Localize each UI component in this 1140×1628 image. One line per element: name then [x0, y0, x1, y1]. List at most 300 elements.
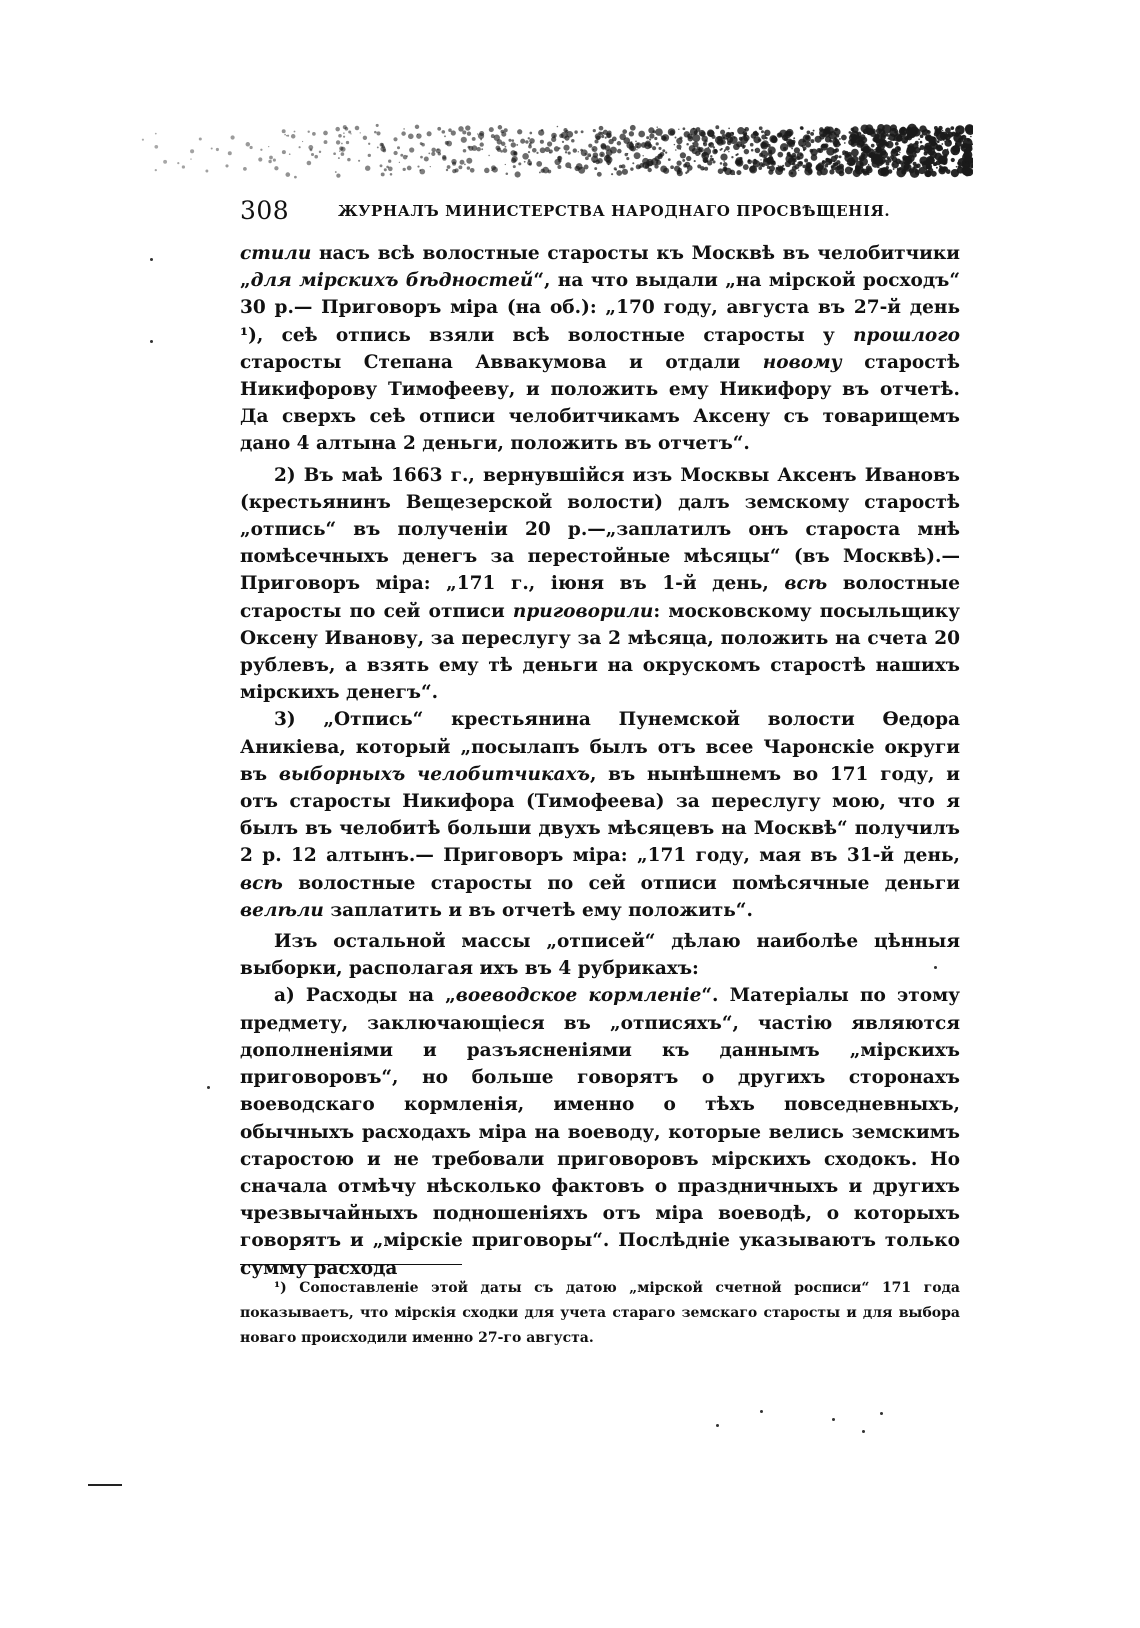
smudge-speck — [629, 131, 634, 136]
smudge-speck — [622, 169, 628, 175]
smudge-speck — [505, 164, 506, 165]
smudge-speck — [340, 147, 345, 152]
smudge-speck — [591, 146, 597, 152]
smudge-speck — [851, 128, 855, 132]
smudge-speck — [829, 140, 832, 143]
smudge-speck — [506, 172, 509, 175]
smudge-speck — [528, 137, 530, 139]
smudge-speck — [782, 168, 785, 171]
smudge-speck — [282, 150, 286, 154]
smudge-speck — [737, 153, 739, 155]
smudge-speck — [606, 132, 612, 138]
smudge-speck — [312, 132, 316, 136]
smudge-speck — [484, 168, 489, 173]
smudge-speck — [530, 142, 531, 143]
smudge-speck — [851, 137, 857, 143]
smudge-speck — [676, 144, 681, 149]
smudge-speck — [447, 165, 451, 169]
smudge-speck — [287, 135, 289, 137]
smudge-speck — [636, 149, 637, 150]
smudge-speck — [205, 170, 208, 173]
scan-speck — [862, 1430, 865, 1433]
smudge-speck — [348, 131, 351, 134]
smudge-speck — [656, 126, 657, 127]
smudge-speck — [571, 139, 575, 143]
smudge-speck — [642, 155, 643, 156]
smudge-speck — [511, 158, 516, 163]
smudge-speck — [744, 149, 749, 154]
smudge-speck — [819, 134, 825, 140]
smudge-speck — [761, 130, 764, 133]
paragraph-1-italic-a: стили — [240, 243, 312, 264]
smudge-speck — [952, 145, 960, 153]
smudge-speck — [399, 162, 400, 163]
smudge-speck — [629, 146, 634, 151]
smudge-speck — [445, 141, 449, 145]
smudge-speck — [600, 132, 603, 135]
smudge-speck — [308, 145, 313, 150]
smudge-speck — [783, 147, 786, 150]
smudge-speck — [654, 137, 657, 140]
smudge-speck — [861, 148, 864, 151]
smudge-speck — [944, 133, 951, 140]
smudge-speck — [720, 153, 727, 160]
smudge-speck — [463, 149, 467, 153]
smudge-speck — [380, 164, 383, 167]
smudge-speck — [419, 169, 425, 175]
smudge-speck — [525, 140, 528, 143]
smudge-speck — [573, 148, 577, 152]
smudge-speck — [269, 156, 273, 160]
scan-speck — [934, 966, 937, 969]
smudge-speck — [608, 139, 613, 144]
smudge-speck — [951, 158, 955, 162]
smudge-speck — [407, 166, 412, 171]
smudge-speck — [565, 162, 571, 168]
paragraph-2-italic-a: всѣ — [784, 573, 828, 595]
smudge-speck — [856, 167, 860, 171]
smudge-speck — [511, 142, 516, 147]
smudge-speck — [906, 134, 911, 139]
smudge-speck — [225, 164, 228, 167]
smudge-speck — [260, 149, 262, 151]
smudge-speck — [652, 146, 656, 150]
smudge-speck — [658, 147, 661, 150]
smudge-speck — [513, 151, 517, 155]
smudge-speck — [626, 157, 629, 160]
smudge-speck — [451, 159, 456, 164]
smudge-speck — [887, 156, 890, 159]
smudge-speck — [810, 139, 814, 143]
smudge-speck — [759, 126, 763, 130]
smudge-speck — [736, 141, 742, 147]
smudge-speck — [963, 138, 973, 148]
paragraph-1-text-c: “, на что выдали „на мірской росходъ“ 30 р.— Приговоръ міра (на об.): „170 году, августа въ 27-й день ¹), сеѣ отпись взяли всѣ волостные старосты у — [240, 270, 960, 346]
smudge-speck — [338, 134, 342, 138]
smudge-speck — [163, 160, 167, 164]
smudge-speck — [768, 146, 776, 154]
smudge-speck — [424, 157, 429, 162]
smudge-speck — [274, 166, 278, 170]
smudge-speck — [588, 144, 592, 148]
smudge-speck — [933, 162, 937, 166]
smudge-speck — [777, 132, 782, 137]
smudge-speck — [708, 147, 710, 149]
smudge-speck — [335, 127, 340, 132]
smudge-speck — [868, 164, 869, 165]
smudge-speck — [528, 151, 530, 153]
smudge-speck — [944, 154, 947, 157]
smudge-speck — [790, 172, 793, 175]
scan-speck — [832, 1418, 835, 1421]
smudge-speck — [580, 149, 583, 152]
paragraph-3-italic-a: выборныхъ челобитчикахъ — [278, 763, 590, 785]
paragraph-5 — [240, 982, 960, 1281]
smudge-speck — [516, 144, 518, 146]
smudge-speck — [834, 155, 838, 159]
smudge-speck — [343, 132, 345, 134]
smudge-speck — [477, 133, 478, 134]
paragraph-2 — [240, 462, 960, 707]
smudge-speck — [529, 138, 535, 144]
smudge-speck — [430, 166, 431, 167]
paragraph-4-text-a: Изъ остальной массы „отписей“ дѣлаю наиболѣе цѣнныя выборки, располагая ихъ въ 4 рубрикахъ: — [240, 931, 960, 980]
smudge-speck — [345, 127, 349, 131]
smudge-speck — [826, 147, 835, 156]
smudge-speck — [376, 124, 379, 127]
smudge-speck — [877, 167, 879, 169]
smudge-speck — [848, 162, 852, 166]
smudge-speck — [913, 147, 916, 150]
smudge-speck — [702, 152, 707, 157]
paragraph-5-text-b: “. Матеріалы по этому предмету, заключающіеся въ „отписяхъ“, частію являются дополненіями и разъясненіями къ даннымъ „мірскихъ приговоровъ“, но больше говорятъ о другихъ сторонахъ воеводскаго кормленія, именно о тѣхъ повседневныхъ, обычныхъ расходахъ міра на воеводу, которые велись земскимъ старостою и не требовали приговоровъ мірскихъ сходокъ. Но сначала отмѣчу нѣсколько фактовъ о праздничныхъ и другихъ чрезвычайныхъ подношеніяхъ отъ міра воеводѣ, о которыхъ говорятъ и „мірскіе приговоры“. Послѣдніе указываютъ только сумму расхода — [240, 985, 960, 1279]
smudge-speck — [919, 148, 921, 150]
smudge-speck — [268, 160, 271, 163]
smudge-speck — [478, 133, 484, 139]
smudge-speck — [522, 153, 529, 160]
smudge-speck — [786, 138, 792, 144]
smudge-speck — [452, 169, 456, 173]
smudge-speck — [381, 143, 384, 146]
margin-dash — [88, 1484, 122, 1486]
smudge-speck — [828, 131, 836, 139]
scan-smudge — [118, 120, 973, 182]
smudge-speck — [635, 142, 641, 148]
paragraph-1-text-e: старостѣ Никифорову Тимофееву, и положить ему Никифору въ отчетѣ. Да сверхъ сеѣ отписи челобитчикамъ Аксену съ товарищемъ дано 4 алтына 2 деньги, положить въ отчетъ“. — [240, 351, 960, 455]
smudge-speck — [652, 130, 655, 133]
smudge-speck — [538, 130, 544, 136]
smudge-speck — [381, 172, 385, 176]
smudge-speck — [593, 129, 596, 132]
smudge-speck — [336, 173, 340, 177]
smudge-speck — [685, 172, 687, 174]
smudge-speck — [611, 173, 613, 175]
smudge-speck — [794, 164, 799, 169]
smudge-speck — [554, 146, 559, 151]
smudge-speck — [228, 151, 232, 155]
smudge-speck — [584, 165, 589, 170]
smudge-speck — [594, 167, 597, 170]
scan-speck — [880, 1412, 883, 1415]
smudge-speck — [498, 125, 503, 130]
smudge-speck — [368, 154, 371, 157]
smudge-speck — [211, 147, 213, 149]
smudge-speck — [700, 166, 704, 170]
smudge-speck — [896, 153, 899, 156]
smudge-speck — [314, 155, 318, 159]
smudge-speck — [727, 141, 732, 146]
smudge-speck — [833, 160, 835, 162]
smudge-speck — [970, 136, 972, 138]
smudge-speck — [417, 134, 418, 135]
smudge-speck — [760, 159, 761, 160]
smudge-speck — [401, 131, 405, 135]
smudge-speck — [712, 160, 715, 163]
smudge-speck — [341, 152, 345, 156]
smudge-speck — [743, 164, 749, 170]
smudge-speck — [924, 170, 931, 177]
body-text — [240, 240, 960, 1282]
smudge-speck — [758, 166, 762, 170]
smudge-speck — [323, 131, 328, 136]
smudge-speck — [755, 148, 761, 154]
smudge-speck — [363, 136, 367, 140]
scan-speck — [150, 258, 153, 261]
smudge-speck — [335, 171, 337, 173]
smudge-speck — [924, 151, 928, 155]
smudge-speck — [847, 163, 848, 164]
smudge-speck — [518, 162, 521, 165]
smudge-speck — [936, 167, 938, 169]
smudge-speck — [839, 143, 841, 145]
smudge-speck — [724, 168, 731, 175]
smudge-speck — [649, 133, 654, 138]
smudge-speck — [684, 131, 690, 137]
smudge-speck — [736, 159, 744, 167]
smudge-speck — [460, 160, 465, 165]
smudge-speck — [847, 152, 852, 157]
smudge-speck — [822, 166, 824, 168]
smudge-speck — [817, 170, 823, 176]
smudge-speck — [704, 167, 708, 171]
smudge-speck — [835, 165, 844, 174]
smudge-speck — [524, 161, 526, 163]
smudge-speck — [231, 135, 235, 139]
smudge-speck — [800, 161, 803, 164]
smudge-speck — [682, 159, 685, 162]
smudge-speck — [431, 148, 436, 153]
smudge-speck — [909, 155, 912, 158]
smudge-speck — [824, 169, 826, 171]
smudge-speck — [675, 137, 677, 139]
smudge-speck — [368, 143, 370, 145]
smudge-speck — [835, 148, 839, 152]
smudge-speck — [599, 126, 604, 131]
smudge-speck — [895, 146, 901, 152]
smudge-speck — [804, 159, 808, 163]
smudge-speck — [268, 146, 269, 147]
smudge-speck — [824, 164, 828, 168]
smudge-speck — [380, 146, 385, 151]
smudge-speck — [639, 163, 644, 168]
scan-speck — [150, 340, 153, 343]
smudge-speck — [881, 132, 887, 138]
smudge-speck — [724, 161, 725, 162]
scan-speck — [207, 1086, 210, 1089]
smudge-speck — [513, 165, 516, 168]
smudge-speck — [678, 129, 679, 130]
smudge-speck — [377, 146, 379, 148]
smudge-speck — [302, 141, 303, 142]
smudge-speck — [708, 143, 711, 146]
smudge-speck — [692, 142, 693, 143]
paragraph-1-italic-d: новому — [762, 351, 842, 373]
smudge-speck — [532, 148, 537, 153]
smudge-speck — [918, 138, 920, 140]
smudge-speck — [563, 145, 569, 151]
smudge-speck — [665, 152, 667, 154]
paragraph-2-text-b: волостные старосты по сей отписи — [240, 573, 960, 622]
smudge-speck — [723, 162, 728, 167]
smudge-speck — [307, 161, 312, 166]
smudge-speck — [635, 141, 637, 143]
smudge-speck — [825, 158, 829, 162]
smudge-speck — [294, 131, 296, 133]
smudge-speck — [632, 162, 634, 164]
smudge-speck — [529, 132, 532, 135]
smudge-speck — [190, 158, 191, 159]
smudge-speck — [801, 145, 803, 147]
smudge-speck — [622, 129, 627, 134]
smudge-speck — [933, 148, 934, 149]
smudge-speck — [660, 166, 667, 173]
smudge-speck — [539, 171, 541, 173]
smudge-speck — [409, 147, 414, 152]
smudge-speck — [832, 138, 839, 145]
smudge-speck — [920, 141, 923, 144]
smudge-speck — [442, 130, 446, 134]
smudge-speck — [817, 162, 824, 169]
smudge-speck — [765, 137, 767, 139]
smudge-speck — [720, 130, 725, 135]
smudge-speck — [668, 158, 671, 161]
smudge-speck — [540, 147, 546, 153]
smudge-speck — [480, 142, 484, 146]
smudge-speck — [595, 160, 600, 165]
scan-speck — [716, 1424, 719, 1427]
smudge-speck — [614, 167, 617, 170]
smudge-speck — [736, 170, 741, 175]
smudge-speck — [849, 131, 852, 134]
smudge-speck — [470, 168, 475, 173]
smudge-speck — [944, 139, 952, 147]
smudge-speck — [715, 125, 719, 129]
smudge-speck — [565, 151, 567, 153]
smudge-speck — [698, 147, 703, 152]
smudge-speck — [446, 169, 448, 171]
smudge-speck — [467, 166, 470, 169]
smudge-speck — [841, 135, 847, 141]
smudge-speck — [557, 126, 559, 128]
smudge-speck — [777, 152, 783, 158]
smudge-speck — [803, 134, 811, 142]
smudge-speck — [851, 149, 859, 157]
smudge-speck — [945, 127, 951, 133]
smudge-speck — [319, 151, 321, 153]
paragraph-1 — [240, 240, 960, 458]
smudge-speck — [680, 152, 686, 158]
smudge-speck — [336, 140, 340, 144]
smudge-speck — [645, 164, 649, 168]
paragraph-1-italic-c: прошлого — [853, 324, 960, 346]
smudge-speck — [285, 172, 290, 177]
smudge-speck — [728, 128, 730, 130]
smudge-speck — [962, 153, 971, 162]
scan-speck — [760, 1410, 763, 1413]
smudge-speck — [872, 154, 881, 163]
smudge-speck — [686, 143, 689, 146]
smudge-speck — [557, 165, 561, 169]
smudge-speck — [581, 130, 584, 133]
smudge-speck — [834, 162, 838, 166]
page-number: 308 — [240, 196, 290, 225]
smudge-speck — [520, 139, 525, 144]
paragraph-3-text-b: , въ нынѣшнемъ во 171 году, и отъ старосты Никифора (Тимофеева) за переслугу мою, что я былъ въ челобитѣ больши двухъ мѣсяцевъ на Москвѣ“ получилъ 2 р. 12 алтынъ.— Приговоръ міра: „171 году, мая въ 31-й день, — [240, 763, 960, 867]
smudge-speck — [693, 141, 699, 147]
smudge-speck — [608, 164, 609, 165]
smudge-speck — [621, 164, 625, 168]
smudge-speck — [937, 140, 940, 143]
smudge-speck — [576, 163, 583, 170]
smudge-speck — [289, 153, 291, 155]
smudge-speck — [871, 144, 875, 148]
smudge-speck — [578, 151, 579, 152]
smudge-speck — [551, 137, 556, 142]
smudge-speck — [767, 157, 774, 164]
smudge-speck — [656, 160, 661, 165]
smudge-speck — [627, 153, 628, 154]
smudge-speck — [243, 167, 247, 171]
smudge-speck — [754, 132, 758, 136]
smudge-speck — [444, 135, 446, 137]
smudge-speck — [428, 153, 430, 155]
smudge-speck — [494, 135, 500, 141]
smudge-speck — [753, 160, 760, 167]
smudge-speck — [710, 158, 714, 162]
smudge-speck — [299, 146, 301, 148]
smudge-speck — [943, 167, 948, 172]
smudge-speck — [796, 156, 800, 160]
smudge-speck — [810, 149, 814, 153]
smudge-speck — [731, 156, 733, 158]
smudge-speck — [630, 167, 633, 170]
smudge-speck — [155, 133, 157, 135]
smudge-speck — [458, 126, 463, 131]
smudge-speck — [925, 129, 927, 131]
smudge-speck — [341, 143, 343, 145]
smudge-speck — [465, 125, 470, 130]
smudge-speck — [420, 142, 423, 145]
smudge-speck — [662, 149, 665, 152]
smudge-speck — [508, 139, 511, 142]
smudge-speck — [528, 145, 532, 149]
smudge-speck — [408, 133, 414, 139]
smudge-speck — [925, 134, 932, 141]
smudge-speck — [291, 134, 296, 139]
smudge-speck — [839, 138, 841, 140]
smudge-speck — [894, 131, 897, 134]
smudge-speck — [955, 133, 959, 137]
